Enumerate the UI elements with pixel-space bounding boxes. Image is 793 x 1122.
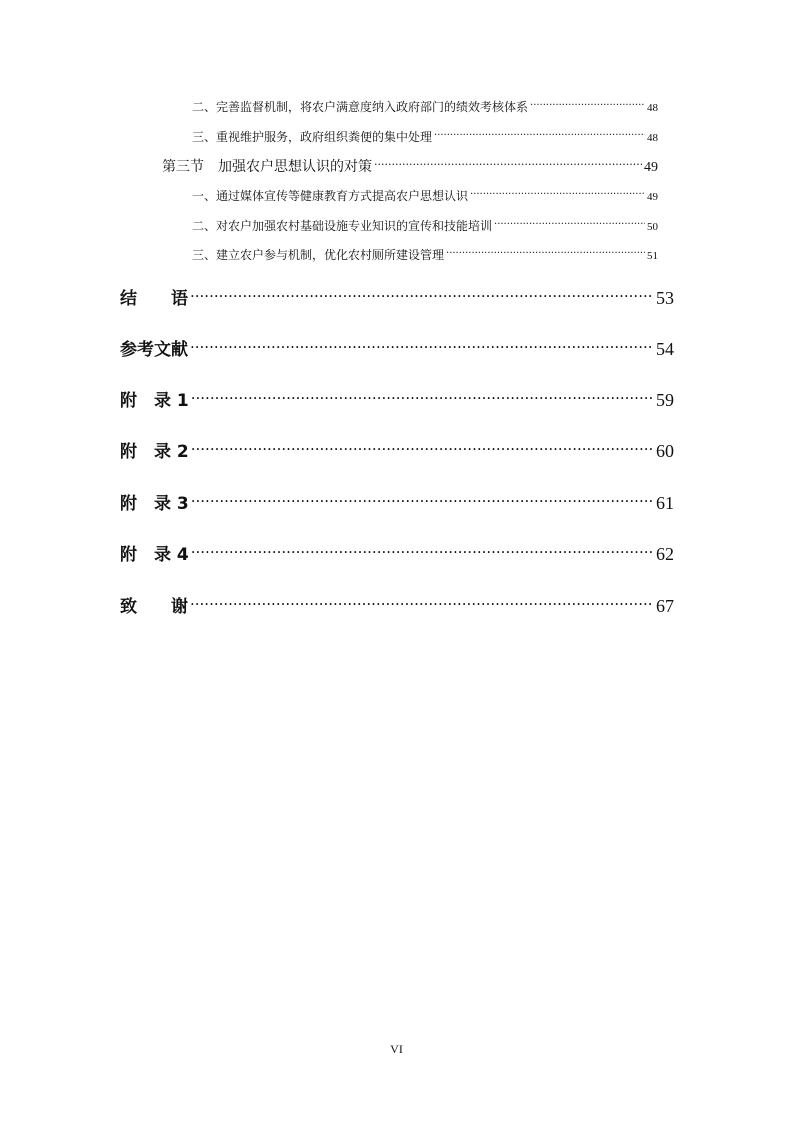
toc-chapter-title: 附 录 4 [120, 545, 189, 565]
toc-entry[interactable] [192, 247, 658, 263]
toc-leader-dots [191, 439, 654, 457]
toc-chapter-title: 附 录 1 [120, 391, 189, 411]
toc-entry[interactable] [192, 218, 658, 234]
toc-section-title: 第三节 加强农户思想认识的对策 [162, 159, 372, 175]
toc-chapter-entry[interactable] [120, 337, 674, 361]
toc-chapter-entry[interactable] [120, 491, 674, 515]
page-number-footer: VI [390, 1042, 403, 1056]
toc-entry-title: 三、重视维护服务，政府组织粪便的集中处理 [192, 130, 433, 144]
toc-leader-dots [446, 247, 645, 259]
toc-chapter-entry[interactable] [120, 388, 674, 412]
toc-chapter-title: 致 谢 [120, 597, 188, 617]
toc-section-entry[interactable] [162, 157, 658, 175]
toc-leader-dots [530, 99, 645, 111]
toc-entry-page: 48 [647, 132, 658, 144]
toc-chapter-title: 参考文献 [120, 340, 188, 360]
toc-entry-page: 50 [647, 221, 658, 233]
toc-entry[interactable] [192, 188, 658, 204]
toc-leader-dots [190, 337, 654, 355]
toc-leader-dots [374, 157, 642, 171]
toc-entry-title: 三、建立农户参与机制，优化农村厕所建设管理 [192, 248, 445, 262]
toc-chapter-title: 附 录 2 [120, 442, 189, 462]
toc-chapter-page: 60 [656, 441, 674, 461]
toc-chapter-title: 结 语 [120, 289, 188, 309]
toc-chapter-page: 54 [656, 339, 674, 359]
toc-chapter-page: 61 [656, 493, 674, 513]
toc-entry-title: 二、完善监督机制，将农户满意度纳入政府部门的绩效考核体系 [192, 100, 529, 114]
toc-chapter-page: 62 [656, 544, 674, 564]
toc-leader-dots [191, 388, 654, 406]
toc-leader-dots [494, 218, 645, 230]
toc-chapter-page: 53 [656, 288, 674, 308]
toc-chapter-entry[interactable] [120, 542, 674, 566]
toc-leader-dots [470, 188, 645, 200]
toc-entry-page: 49 [647, 191, 658, 203]
toc-entry[interactable] [192, 99, 658, 115]
toc-leader-dots [190, 286, 654, 304]
toc-entry-page: 48 [647, 102, 658, 114]
toc-chapter-entry[interactable] [120, 439, 674, 463]
toc-entry-page: 51 [647, 250, 658, 262]
toc-chapter-title: 附 录 3 [120, 494, 189, 514]
toc-chapter-page: 67 [656, 596, 674, 616]
toc-entry-title: 二、对农户加强农村基础设施专业知识的宣传和技能培训 [192, 219, 493, 233]
toc-chapter-page: 59 [656, 390, 674, 410]
toc-leader-dots [191, 491, 654, 509]
toc-leader-dots [434, 129, 645, 141]
toc-leader-dots [191, 542, 654, 560]
toc-chapter-entry[interactable] [120, 286, 674, 310]
toc-section-page: 49 [644, 160, 658, 175]
toc-entry[interactable] [192, 129, 658, 145]
toc-chapter-entry[interactable] [120, 594, 674, 618]
toc-leader-dots [190, 594, 654, 612]
toc-entry-title: 一、通过媒体宣传等健康教育方式提高农户思想认识 [192, 189, 469, 203]
